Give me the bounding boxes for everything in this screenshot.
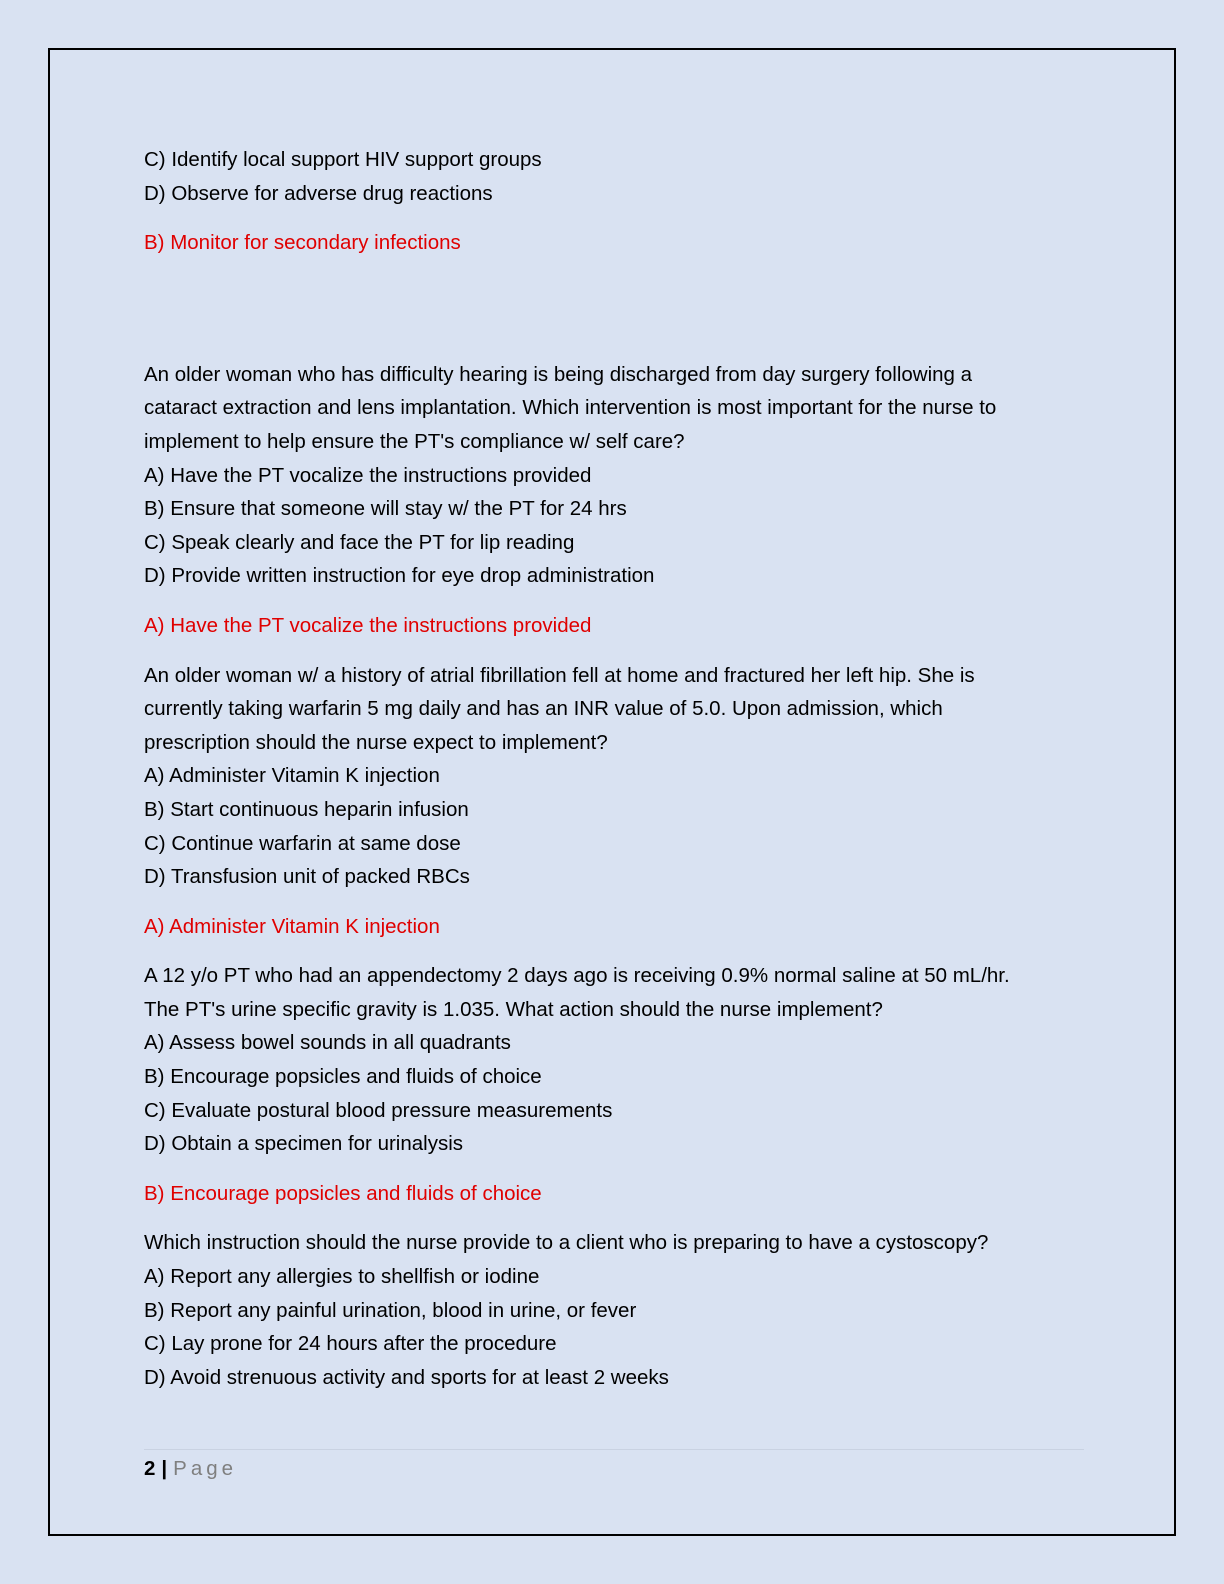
option-line: C) Continue warfarin at same dose bbox=[144, 831, 461, 855]
page-number: 2 bbox=[144, 1457, 156, 1480]
page-footer bbox=[144, 1456, 237, 1482]
option-line: D) Provide written instruction for eye drop administration bbox=[144, 564, 655, 588]
option-line: D) Obtain a specimen for urinalysis bbox=[144, 1132, 464, 1156]
question-block bbox=[144, 659, 1084, 944]
question-stem-line: currently taking warfarin 5 mg daily and has an INR value of 5.0. Upon admission, which bbox=[144, 697, 943, 721]
question-block bbox=[144, 1226, 1084, 1394]
question-block bbox=[144, 358, 1084, 643]
question-stem-line: An older woman who has difficulty hearing is being discharged from day surgery following a bbox=[144, 362, 973, 386]
option-line: B) Ensure that someone will stay w/ the PT for 24 hrs bbox=[144, 497, 627, 521]
footer-separator: | bbox=[161, 1457, 168, 1480]
question-stem-line: Which instruction should the nurse provide to a client who is preparing to have a cystoscopy? bbox=[144, 1231, 989, 1255]
option-line: B) Start continuous heparin infusion bbox=[144, 797, 469, 821]
option-line: B) Report any painful urination, blood in urine, or fever bbox=[144, 1298, 637, 1322]
question-stem-line: The PT's urine specific gravity is 1.035. What action should the nurse implement? bbox=[144, 997, 883, 1021]
page-content bbox=[144, 143, 1084, 1394]
option-line: D) Transfusion unit of packed RBCs bbox=[144, 865, 470, 889]
option-line: D) Avoid strenuous activity and sports for at least 2 weeks bbox=[144, 1365, 669, 1389]
option-line: A) Have the PT vocalize the instructions provided bbox=[144, 463, 592, 487]
option-line: C) Evaluate postural blood pressure measurements bbox=[144, 1098, 613, 1122]
answer-line: A) Have the PT vocalize the instructions provided bbox=[144, 613, 592, 637]
option-line: A) Report any allergies to shellfish or iodine bbox=[144, 1265, 540, 1289]
option-line: A) Assess bowel sounds in all quadrants bbox=[144, 1031, 511, 1055]
option-line: C) Speak clearly and face the PT for lip reading bbox=[144, 530, 575, 554]
option-line: A) Administer Vitamin K injection bbox=[144, 764, 440, 788]
option-line: D) Observe for adverse drug reactions bbox=[144, 181, 493, 205]
footer-rule bbox=[144, 1449, 1084, 1450]
answer-line: A) Administer Vitamin K injection bbox=[144, 914, 440, 938]
question-block bbox=[144, 959, 1084, 1210]
option-line: C) Lay prone for 24 hours after the procedure bbox=[144, 1332, 557, 1356]
question-stem-line: implement to help ensure the PT's compliance w/ self care? bbox=[144, 429, 685, 453]
question-stem-line: An older woman w/ a history of atrial fibrillation fell at home and fractured her left hip. She is bbox=[144, 663, 975, 687]
question-stem-line: prescription should the nurse expect to implement? bbox=[144, 730, 608, 754]
answer-line: B) Encourage popsicles and fluids of choice bbox=[144, 1181, 542, 1205]
page-label: Page bbox=[173, 1457, 238, 1480]
answer-line: B) Monitor for secondary infections bbox=[144, 231, 461, 255]
option-line: C) Identify local support HIV support groups bbox=[144, 148, 542, 171]
question-stem-line: cataract extraction and lens implantation. Which intervention is most important for the nurse to bbox=[144, 396, 997, 420]
option-line: B) Encourage popsicles and fluids of choice bbox=[144, 1065, 542, 1089]
question-stem-line: A 12 y/o PT who had an appendectomy 2 days ago is receiving 0.9% normal saline at 50 mL/hr. bbox=[144, 964, 1010, 988]
